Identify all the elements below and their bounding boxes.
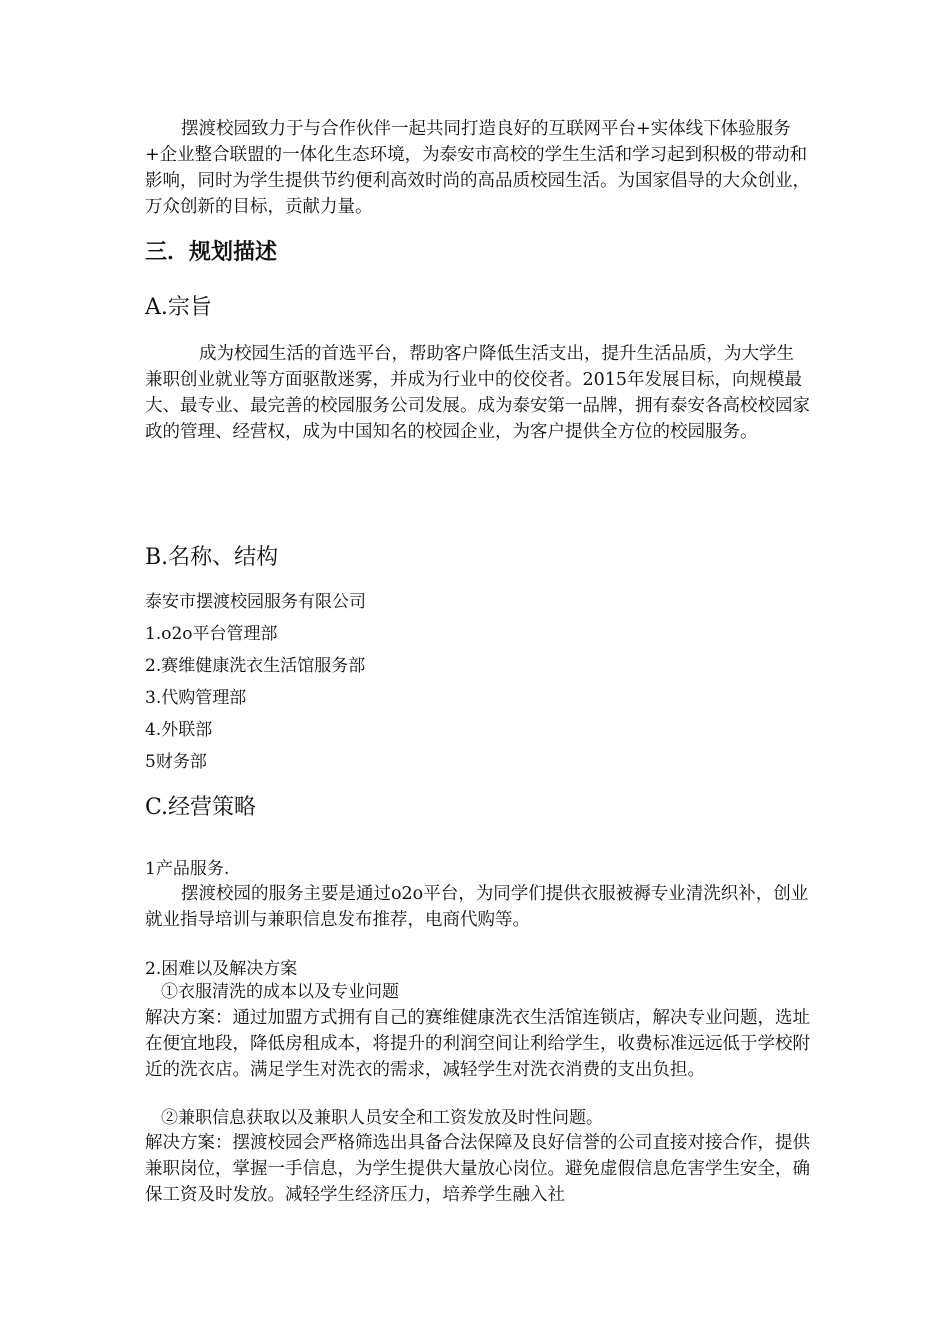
department-item: 2.赛维健康洗衣生活馆服务部 [145,656,366,676]
subsection-heading-b: B.名称、结构 [145,545,279,570]
company-name: 泰安市摆渡校园服务有限公司 [145,592,366,612]
department-item: 1.o2o平台管理部 [145,624,278,644]
department-item: 3.代购管理部 [145,688,247,708]
product-title: 1产品服务. [145,859,230,879]
solution-2: 解决方案：摆渡校园会严格筛选出具备合法保障及良好信誉的公司直接对接合作，提供兼职岗位，掌握一手信息，为学生提供大量放心岗位。避免虚假信息危害学生安全，确保工资及时发放。减轻学生经济压力，培养学生融入社 [145,1133,810,1205]
section-heading: 三．规划描述 [145,240,278,265]
department-item: 4.外联部 [145,720,213,740]
purpose-paragraph: 成为校园生活的首选平台，帮助客户降低生活支出，提升生活品质，为大学生兼职创业就业等方面驱散迷雾，并成为行业中的佼佼者。2015年发展目标，向规模最大、最专业、最完善的校园服务公司发展。成为泰安第一品牌，拥有泰安各高校校园家政的管理、经营权，成为中国知名的校园企业，为客户提供全方位的校园服务。 [145,344,810,442]
product-paragraph: 摆渡校园的服务主要是通过o2o平台，为同学们提供衣服被褥专业清洗织补，创业就业指导培训与兼职信息发布推荐，电商代购等。 [145,884,809,930]
department-item: 5财务部 [145,752,207,772]
difficulty-title: 2.困难以及解决方案 [145,959,298,979]
solution-1: 解决方案：通过加盟方式拥有自己的赛维健康洗衣生活馆连锁店，解决专业问题，选址在便宜地段，降低房租成本，将提升的利润空间让利给学生，收费标准远远低于学校附近的洗衣店。满足学生对洗衣的需求，减轻学生对洗衣消费的支出负担。 [145,1008,810,1080]
problem-1: ①衣服清洗的成本以及专业问题 [161,982,399,1002]
subsection-heading-a: A.宗旨 [145,295,212,320]
subsection-heading-c: C.经营策略 [145,795,257,820]
problem-2: ②兼职信息获取以及兼职人员安全和工资发放及时性问题。 [161,1108,603,1128]
intro-paragraph: 摆渡校园致力于与合作伙伴一起共同打造良好的互联网平台+实体线下体验服务+企业整合联盟的一体化生态环境，为泰安市高校的学生生活和学习起到积极的带动和影响，同时为学生提供节约便利高效时尚的高品质校园生活。为国家倡导的大众创业，万众创新的目标，贡献力量。 [145,119,810,217]
